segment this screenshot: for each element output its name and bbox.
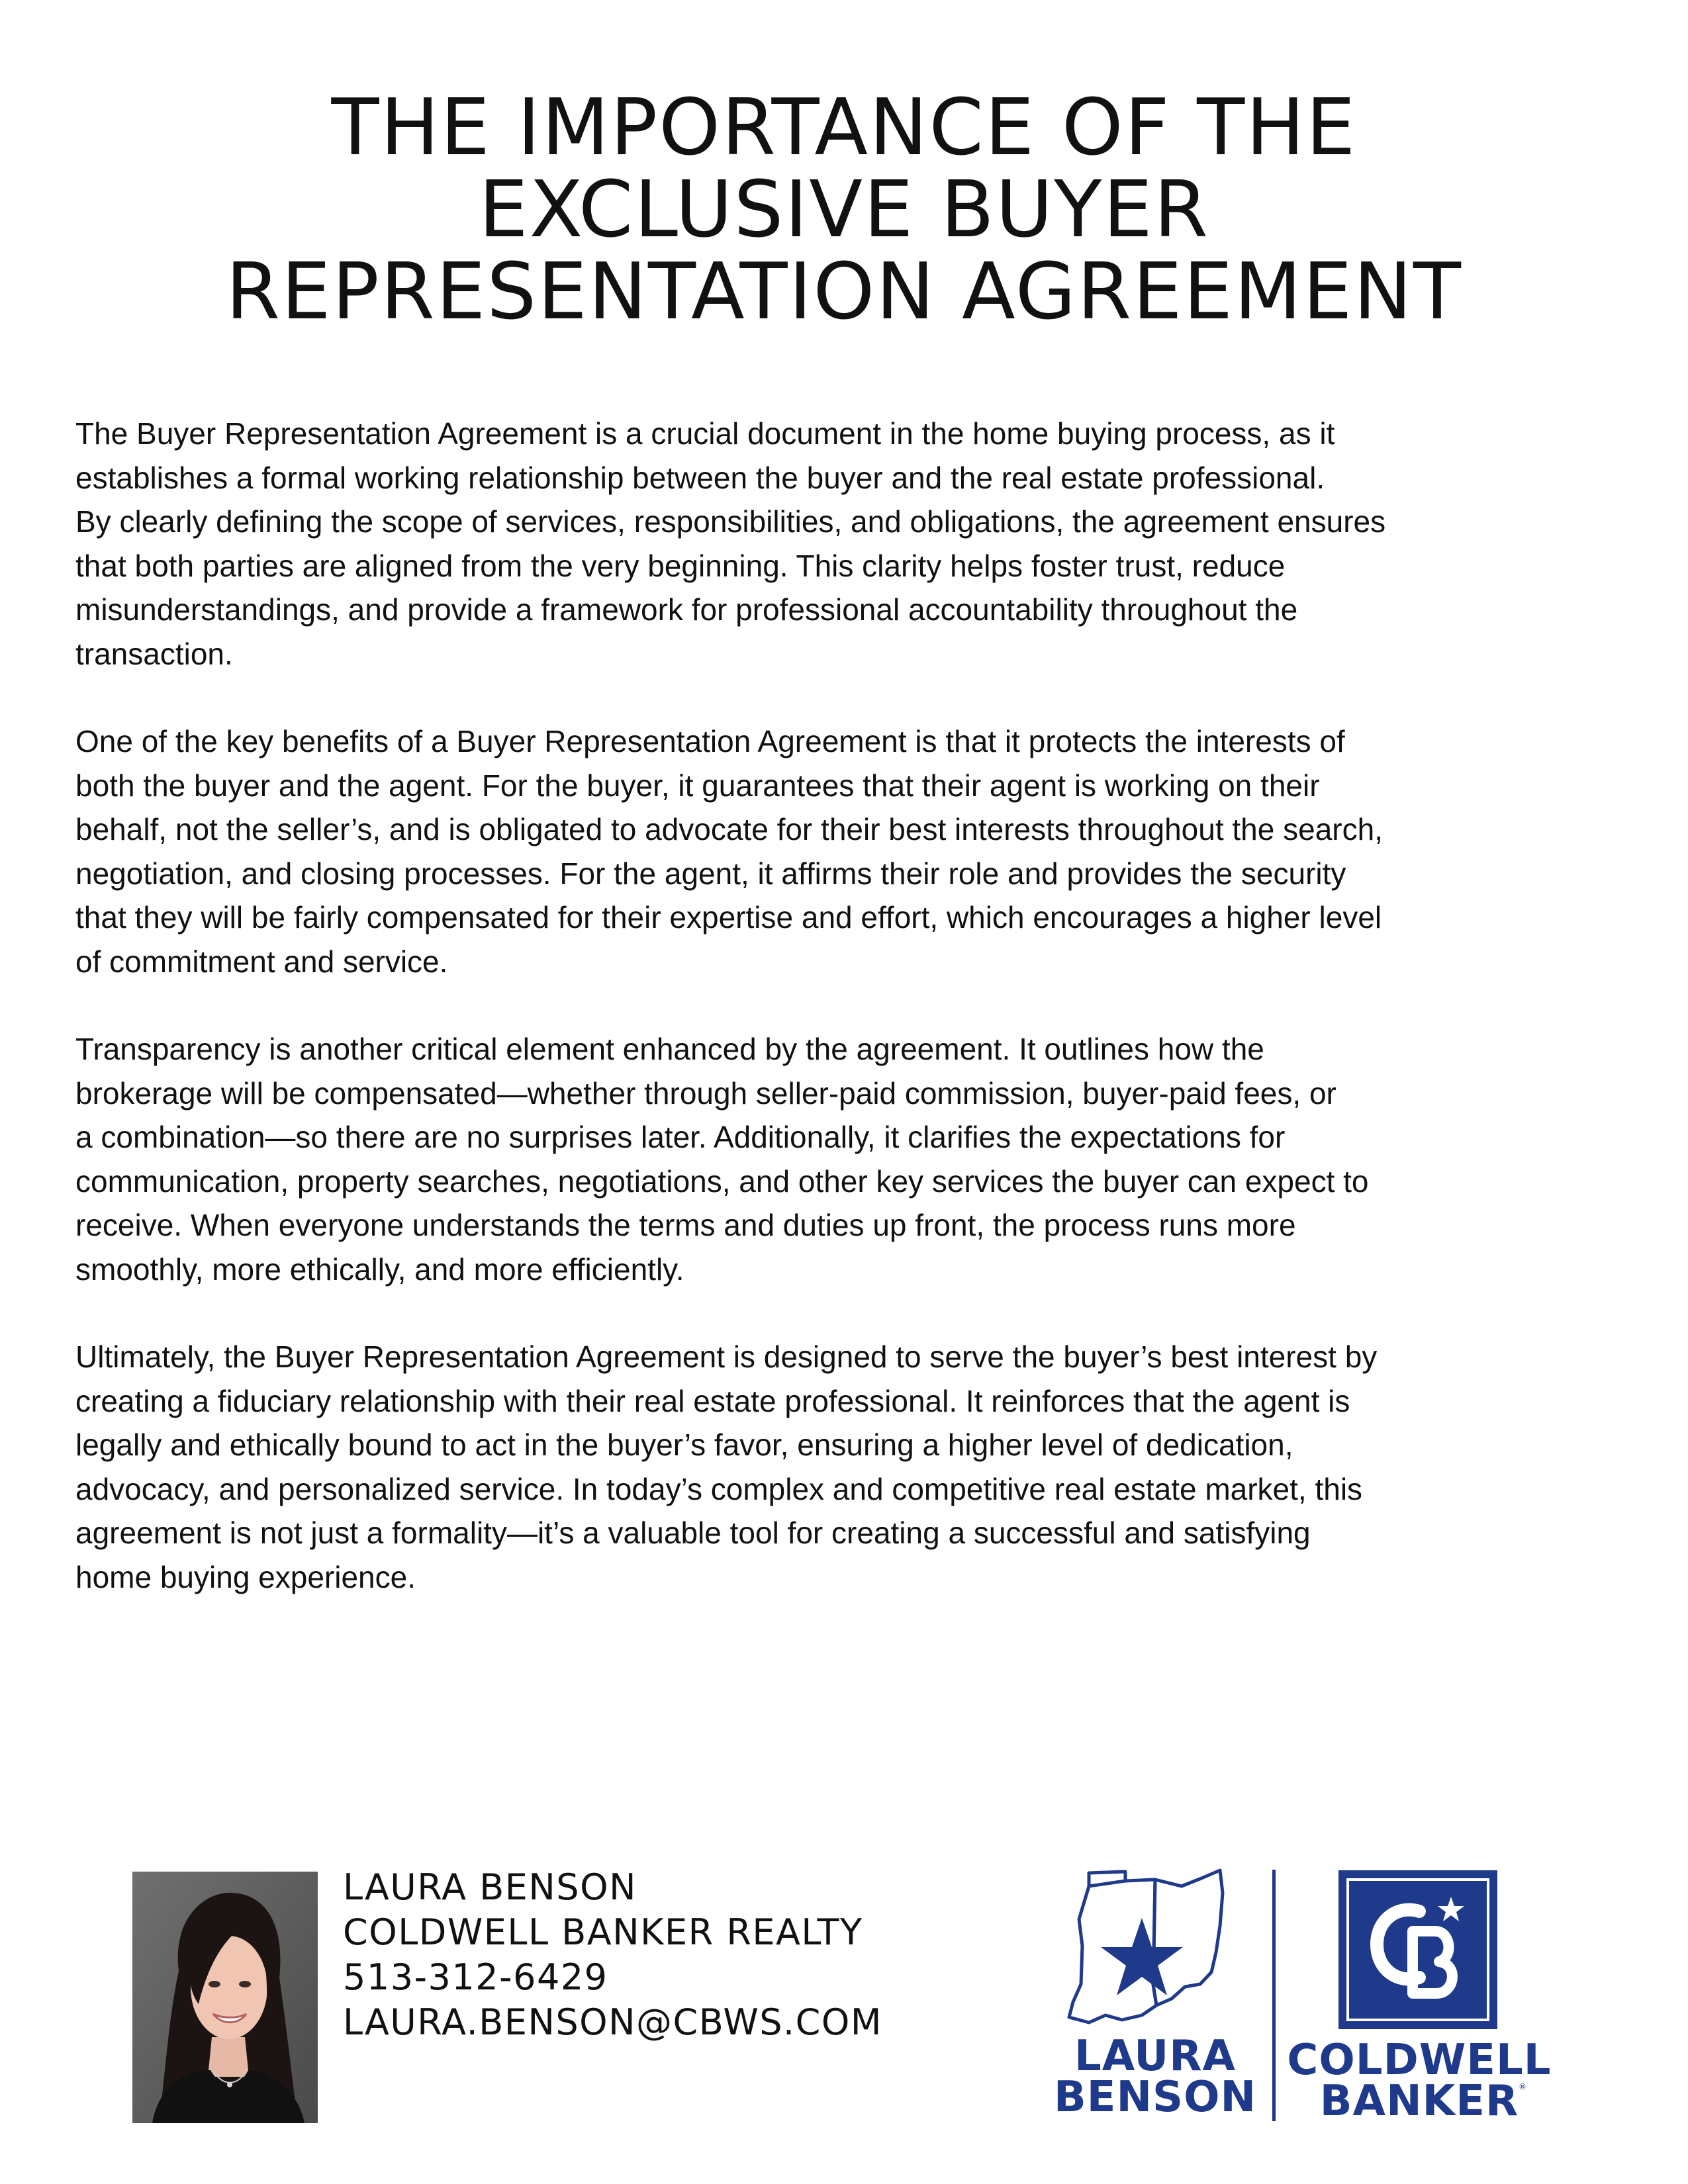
article-body <box>75 412 1618 1643</box>
paragraph-4 <box>75 1335 1618 1599</box>
text-line: Ultimately, the Buyer Representation Agreement is designed to serve the buyer’s best interest by <box>75 1340 1378 1374</box>
text-line: smoothly, more ethically, and more efficiently. <box>75 1251 684 1287</box>
agent-contact-block <box>343 1865 882 2045</box>
company-logo-wordmark <box>1287 2036 1552 2126</box>
text-line: By clearly defining the scope of services, responsibilities, and obligations, the agreement ensures <box>75 504 1386 539</box>
text-line: communication, property searches, negotiations, and other key services the buyer can expect to <box>75 1163 1369 1199</box>
text-line: The Buyer Representation Agreement is a crucial document in the home buying process, as it <box>75 416 1335 451</box>
text-line: both the buyer and the agent. For the buyer, it guarantees that their agent is working on their <box>75 768 1320 803</box>
paragraph-1 <box>75 412 1618 676</box>
text-line: agreement is not just a formality—it’s a valuable tool for creating a successful and satisfying <box>75 1516 1311 1550</box>
text-line: advocacy, and personalized service. In today’s complex and competitive real estate market, this <box>75 1471 1363 1506</box>
text-line: that they will be fairly compensated for their expertise and effort, which encourages a higher level <box>75 900 1382 934</box>
cb-monogram-icon <box>1338 1870 1497 2029</box>
text-line: a combination—so there are no surprises later. Additionally, it clarifies the expectations for <box>75 1120 1286 1154</box>
text-line: transaction. <box>75 636 233 671</box>
company-logo-line: COLDWELL <box>1287 2036 1552 2085</box>
title-line: EXCLUSIVE BUYER <box>479 163 1209 255</box>
text-line: brokerage will be compensated—whether through seller-paid commission, buyer-paid fees, or <box>75 1075 1336 1111</box>
personal-logo-wordmark <box>1043 2032 1268 2122</box>
company-logo-line: BANKER <box>1319 2077 1519 2126</box>
agent-phone: 513-312-6429 <box>343 1956 608 1998</box>
agent-email: LAURA.BENSON@CBWS.COM <box>343 2001 882 2043</box>
text-line: Transparency is another critical element enhanced by the agreement. It outlines how the <box>75 1032 1264 1066</box>
paragraph-3 <box>75 1027 1618 1291</box>
text-line: that both parties are aligned from the very beginning. This clarity helps foster trust, reduce <box>75 548 1286 583</box>
text-line: misunderstandings, and provide a framework for professional accountability throughout the <box>75 592 1298 627</box>
text-line: establishes a formal working relationship between the buyer and the real estate professional. <box>75 460 1325 495</box>
text-line: behalf, not the seller’s, and is obligated to advocate for their best interests throughout the search, <box>75 812 1383 846</box>
cb-monogram-mark <box>1338 1870 1497 2029</box>
trademark-symbol: ® <box>1519 2082 1526 2091</box>
text-line: creating a fiduciary relationship with their real estate professional. It reinforces that the agent is <box>75 1383 1350 1418</box>
page-title <box>0 81 1688 337</box>
text-line: of commitment and service. <box>75 944 448 979</box>
agent-name: LAURA BENSON <box>343 1866 637 1908</box>
title-line: REPRESENTATION AGREEMENT <box>226 246 1462 337</box>
personal-logo-line: BENSON <box>1053 2073 1257 2122</box>
text-line: home buying experience. <box>75 1559 416 1594</box>
text-line: receive. When everyone understands the terms and duties up front, the process runs more <box>75 1208 1296 1242</box>
headshot-illustration <box>132 1872 318 2123</box>
agent-headshot-photo <box>132 1872 318 2123</box>
paragraph-2 <box>75 719 1618 983</box>
title-line: THE IMPORTANCE OF THE <box>331 81 1357 173</box>
agent-company: COLDWELL BANKER REALTY <box>343 1911 863 1953</box>
logo-divider <box>1272 1870 1276 2121</box>
text-line: One of the key benefits of a Buyer Representation Agreement is that it protects the interests of <box>75 724 1345 758</box>
personal-logo-line: LAURA <box>1074 2032 1237 2081</box>
text-line: legally and ethically bound to act in the buyer’s favor, ensuring a higher level of dedication, <box>75 1428 1293 1462</box>
text-line: negotiation, and closing processes. For the agent, it affirms their role and provides the security <box>75 856 1346 891</box>
